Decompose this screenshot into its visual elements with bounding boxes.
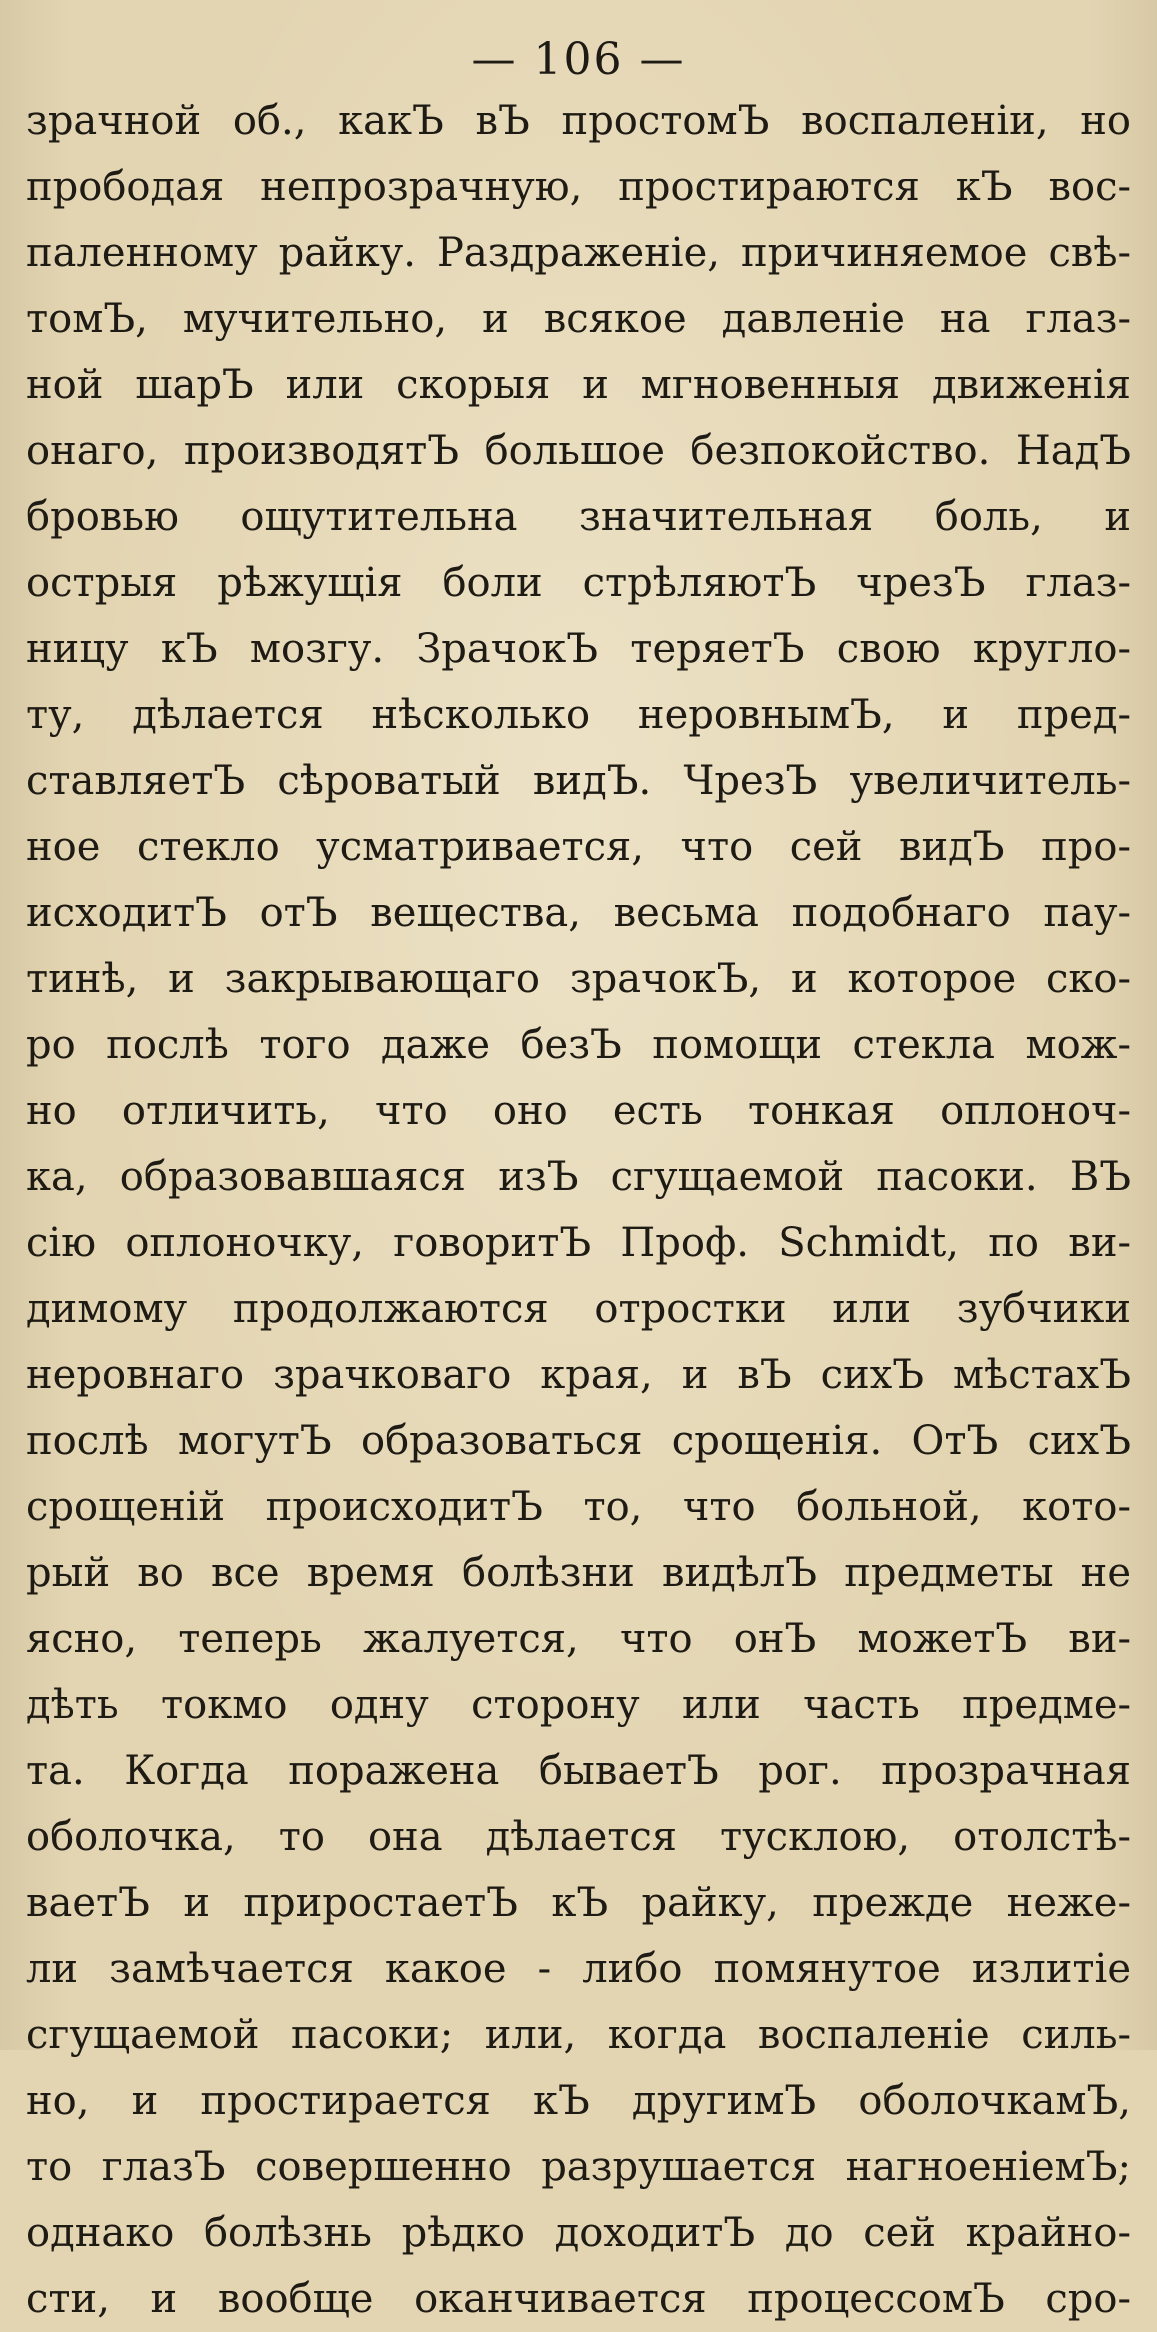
- text-line: ное стекло усматривается, что сей видЪ про-: [26, 824, 1131, 870]
- text-line: ницу кЪ мозгу. ЗрачокЪ теряетЪ свою кругло-: [26, 626, 1131, 672]
- text-line: зрачной об., какЪ вЪ простомЪ воспаленіи, но: [26, 98, 1131, 144]
- text-line: ка, образовавшаяся изЪ сгущаемой пасоки. ВЪ: [26, 1154, 1131, 1200]
- text-line: онаго, производятЪ большое безпокойство. НадЪ: [26, 428, 1131, 474]
- page-number: — 106 —: [471, 34, 686, 85]
- text-line: сти, и вообще оканчивается процессомЪ сро-: [26, 2276, 1131, 2322]
- text-line: неровнаго зрачковаго края, и вЪ сихЪ мѣстахЪ: [26, 1352, 1131, 1398]
- text-line: прободая непрозрачную, простираются кЪ вос-: [26, 164, 1131, 210]
- text-line: сію оплоночку, говоритЪ Проф. Schmidt, по ви-: [26, 1220, 1131, 1266]
- text-line: послѣ могутЪ образоваться срощенія. ОтЪ сихЪ: [26, 1418, 1131, 1464]
- text-line: тинѣ, и закрывающаго зрачокЪ, и которое ско-: [26, 956, 1131, 1002]
- text-line: но отличить, что оно есть тонкая оплоноч-: [26, 1088, 1131, 1134]
- text-line: томЪ, мучительно, и всякое давленіе на глаз-: [26, 296, 1131, 342]
- text-line: паленному райку. Раздраженіе, причиняемое свѣ-: [26, 230, 1131, 276]
- text-line: однако болѣзнь рѣдко доходитЪ до сей крайно-: [26, 2210, 1131, 2256]
- text-line: ной шарЪ или скорыя и мгновенныя движенія: [26, 362, 1131, 408]
- text-line: исходитЪ отЪ вещества, весьма подобнаго пау-: [26, 890, 1131, 936]
- text-line: ро послѣ того даже безЪ помощи стекла мож-: [26, 1022, 1131, 1068]
- text-line: ли замѣчается какое - либо помянутое излитіе: [26, 1946, 1131, 1992]
- body-text: [26, 88, 1131, 2332]
- text-line: срощеній происходитЪ то, что больной, кото-: [26, 1484, 1131, 1530]
- text-line: ваетЪ и приростаетЪ кЪ райку, прежде неже-: [26, 1880, 1131, 1926]
- text-line: но, и простирается кЪ другимЪ оболочкамЪ,: [26, 2078, 1131, 2124]
- text-line: ставляетЪ сѣроватый видЪ. ЧрезЪ увеличитель-: [26, 758, 1131, 804]
- text-line: та. Когда поражена бываетЪ рог. прозрачная: [26, 1748, 1131, 1794]
- text-line: дѣть токмо одну сторону или часть предме-: [26, 1682, 1131, 1728]
- text-line: оболочка, то она дѣлается тусклою, отолстѣ-: [26, 1814, 1131, 1860]
- text-line: ту, дѣлается нѣсколько неровнымЪ, и пред-: [26, 692, 1131, 738]
- text-line: острыя рѣжущія боли стрѣляютЪ чрезЪ глаз-: [26, 560, 1131, 606]
- text-line: рый во все время болѣзни видѣлЪ предметы не: [26, 1550, 1131, 1596]
- text-line: сгущаемой пасоки; или, когда воспаленіе силь-: [26, 2012, 1131, 2058]
- text-line: ясно, теперь жалуется, что онЪ можетЪ ви-: [26, 1616, 1131, 1662]
- text-line: димому продолжаются отростки или зубчики: [26, 1286, 1131, 1332]
- text-line: бровью ощутительна значительная боль, и: [26, 494, 1131, 540]
- text-line: то глазЪ совершенно разрушается нагноеніемЪ;: [26, 2144, 1131, 2190]
